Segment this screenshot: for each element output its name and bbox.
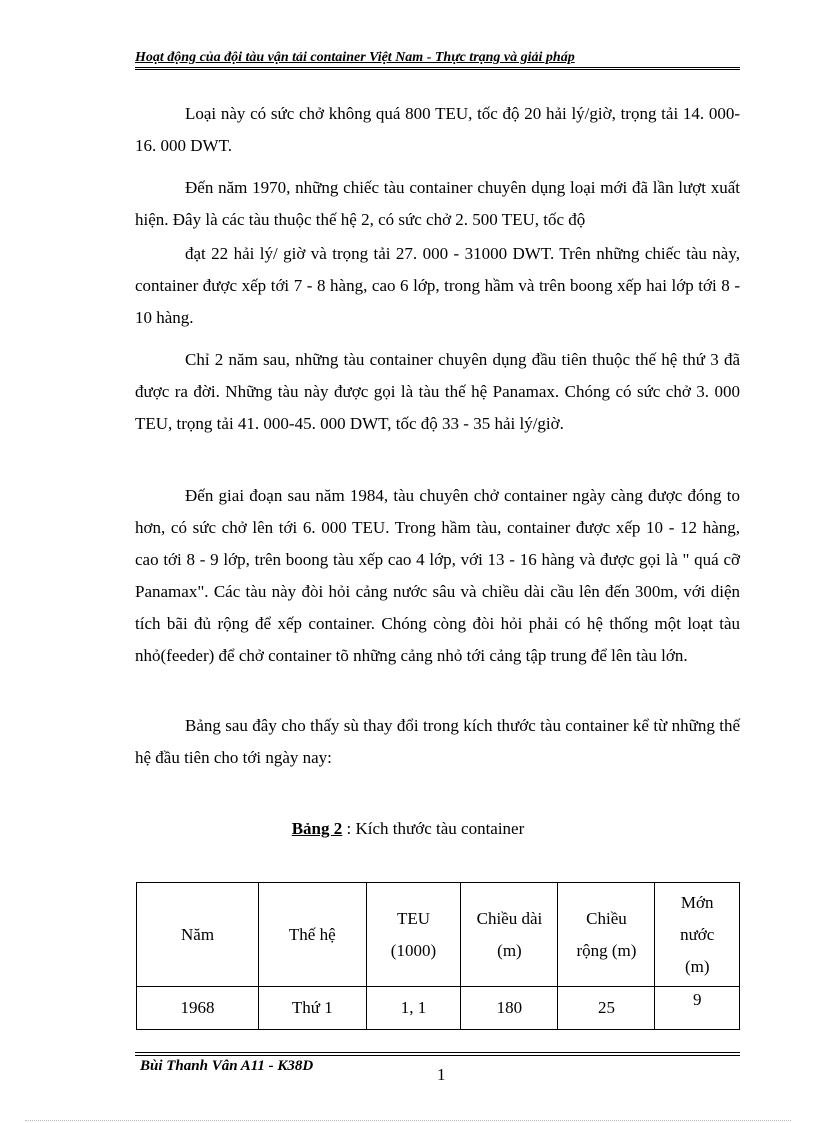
page-number: 1 bbox=[437, 1065, 446, 1084]
table-caption bbox=[0, 818, 816, 840]
table-header-row bbox=[137, 883, 740, 987]
header-rule bbox=[135, 67, 740, 68]
header-draft bbox=[655, 883, 740, 987]
table-caption-label: Bảng 2 bbox=[291, 819, 343, 838]
paragraph: Loại này có sức chở không quá 800 TEU, tốc độ 20 hải lý/giờ, trọng tải 14. 000-16. 000 DWT. bbox=[135, 104, 740, 155]
footer-author: Bùi Thanh Vân A11 - K38D bbox=[140, 1058, 314, 1074]
footer-rule bbox=[135, 1052, 740, 1053]
cell-length: 180 bbox=[461, 987, 558, 1030]
header-teu-line1: TEU bbox=[396, 908, 430, 928]
paragraph: Bảng sau đây cho thấy sù thay đổi trong kích thước tàu container kể từ những thế hệ đầu tiên cho tới ngày nay: bbox=[135, 716, 740, 767]
header-teu bbox=[366, 883, 461, 987]
paragraph: Đến giai đoạn sau năm 1984, tàu chuyên chở container ngày càng được đóng to hơn, có sức chở lên tới 6. 000 TEU. Trong hầm tàu, container được xếp 10 - 12 hàng, cao tới 8 - 9 lớp, trên boong tàu xếp cao 4 lớp, với 13 - 16 hàng và được gọi là " quá cỡ Panamax". Các tàu này đòi hỏi cảng nước sâu và chiều dài cầu lên đến 300m, với diện tích bãi đủ rộng để xếp container. Chóng còng đòi hỏi phải có hệ thống một loạt tàu nhỏ(feeder) để chở container tõ những cảng nhỏ tới cảng tập trung để lên tàu lớn. bbox=[135, 486, 740, 665]
header-draft-line3: (m) bbox=[684, 956, 710, 976]
cell-draft: 9 bbox=[655, 987, 740, 1030]
page-edge bbox=[25, 1120, 791, 1121]
footer-rule bbox=[135, 1055, 740, 1056]
cell-width: 25 bbox=[558, 987, 655, 1030]
ship-size-table bbox=[136, 882, 740, 1030]
header-width-line1: Chiều bbox=[586, 908, 627, 928]
header-length bbox=[461, 883, 558, 987]
paragraph: đạt 22 hải lý/ giờ và trọng tải 27. 000 - 31000 DWT. Trên những chiếc tàu này, container được xếp tới 7 - 8 hàng, cao 6 lớp, trong hầm và trên boong xếp hai lớp tới 8 - 10 hàng. bbox=[135, 244, 740, 327]
cell-generation: Thứ 1 bbox=[259, 987, 366, 1030]
cell-teu: 1, 1 bbox=[366, 987, 461, 1030]
table-caption-text: : Kích thước tàu container bbox=[342, 819, 525, 838]
header-rule bbox=[135, 69, 740, 70]
paragraph: Chỉ 2 năm sau, những tàu container chuyên dụng đầu tiên thuộc thế hệ thứ 3 đã được ra đời. Những tàu này được gọi là tàu thế hệ Panamax. Chóng có sức chở 3. 000 TEU, trọng tải 41. 000-45. 000 DWT, tốc độ 33 - 35 hải lý/giờ. bbox=[135, 350, 740, 433]
header-draft-line2: nước bbox=[680, 924, 715, 944]
table-row bbox=[137, 987, 740, 1030]
header-year: Năm bbox=[137, 883, 259, 987]
header-width bbox=[558, 883, 655, 987]
header-width-line2: rộng (m) bbox=[576, 940, 637, 960]
running-header: Hoạt động của đội tàu vận tải container Việt Nam - Thực trạng và giải pháp bbox=[135, 50, 575, 65]
header-teu-line2: (1000) bbox=[390, 940, 437, 960]
paragraph: Đến năm 1970, những chiếc tàu container chuyên dụng loại mới đã lần lượt xuất hiện. Đây là các tàu thuộc thế hệ 2, có sức chở 2. 500 TEU, tốc độ bbox=[135, 178, 740, 229]
header-generation: Thế hệ bbox=[259, 883, 366, 987]
header-length-line1: Chiều dài bbox=[476, 908, 543, 928]
header-draft-line1: Mớn bbox=[680, 892, 714, 912]
header-length-line2: (m) bbox=[497, 940, 522, 960]
cell-year: 1968 bbox=[137, 987, 259, 1030]
